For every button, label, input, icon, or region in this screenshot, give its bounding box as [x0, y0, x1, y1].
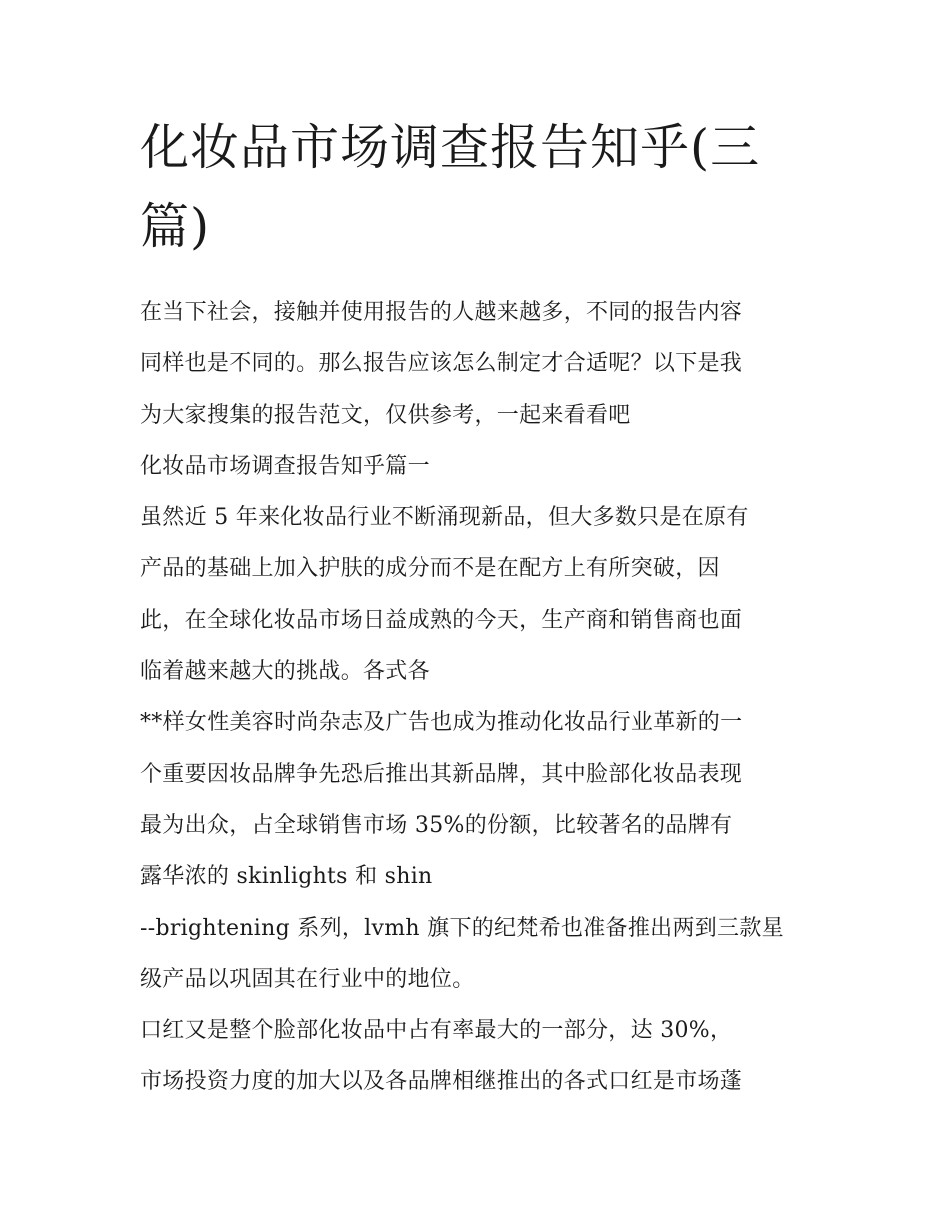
body-line-6: 产品的基础上加入护肤的成分而不是在配方上有所突破，因	[140, 556, 720, 582]
section-heading: 化妆品市场调查报告知乎篇一	[140, 453, 430, 479]
body-line-11: 最为出众，占全球销售市场 35%的份额，比较著名的品牌有	[140, 812, 733, 838]
body-line-3: 为大家搜集的报告范文，仅供参考，一起来看看吧	[140, 402, 631, 428]
body-line-14: 级产品以巩固其在行业中的地位。	[140, 966, 475, 992]
body-line-1: 在当下社会，接触并使用报告的人越来越多，不同的报告内容	[140, 300, 743, 325]
body-line-10: 个重要因妆品牌争先恐后推出其新品牌，其中脸部化妆品表现	[140, 761, 743, 787]
body-line-16: 市场投资力度的加大以及各品牌相继推出的各式口红是市场蓬	[140, 1069, 743, 1095]
body-line-2: 同样也是不同的。那么报告应该怎么制定才合适呢？以下是我	[140, 351, 743, 377]
body-line-8: 临着越来越大的挑战。各式各	[140, 659, 430, 685]
body-line-7: 此，在全球化妆品市场日益成熟的今天，生产商和销售商也面	[140, 607, 743, 633]
body-line-9: **样女性美容时尚杂志及广告也成为推动化妆品行业革新的一	[140, 710, 743, 736]
document-page	[140, 108, 815, 1108]
body-line-12: 露华浓的 skinlights 和 shin	[140, 864, 433, 890]
document-body	[140, 287, 815, 1108]
body-line-15: 口红又是整个脸部化妆品中占有率最大的一部分，达 30%，	[140, 1018, 733, 1044]
document-title	[140, 108, 815, 266]
title-line-1: 化妆品市场调查报告知乎(三	[140, 119, 761, 176]
body-line-13: --brightening 系列，lvmh 旗下的纪梵希也准备推出两到三款星	[140, 915, 784, 941]
body-line-5: 虽然近 5 年来化妆品行业不断涌现新品，但大多数只是在原有	[140, 505, 749, 531]
title-line-2: 篇)	[140, 198, 211, 255]
